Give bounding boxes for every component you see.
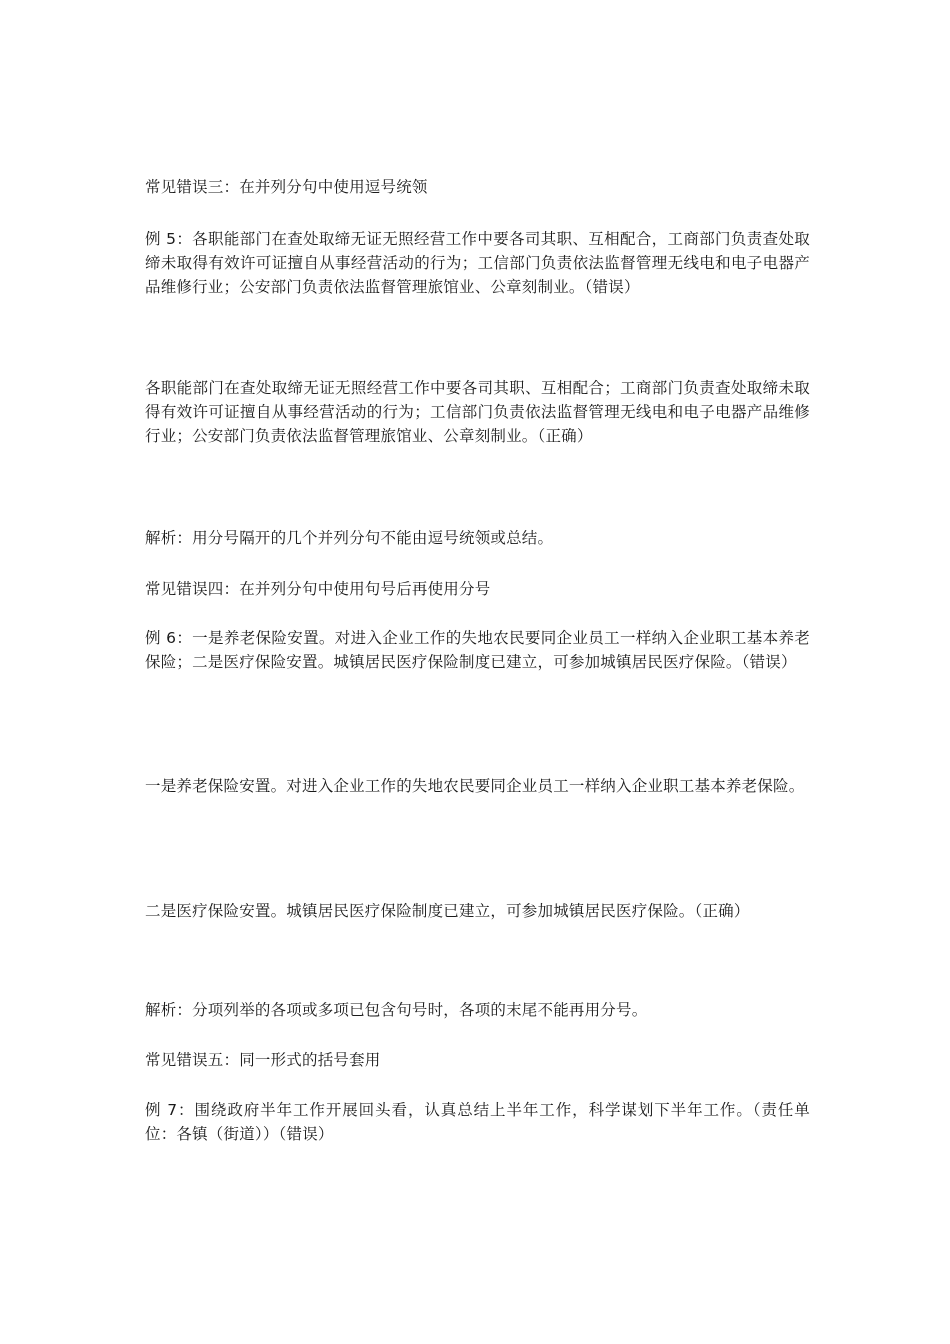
example-6-wrong: 例 6：一是养老保险安置。对进入企业工作的失地农民要同企业员工一样纳入企业职工基本养老保险；二是医疗保险安置。城镇居民医疗保险制度已建立，可参加城镇居民医疗保险。（错误）	[145, 629, 810, 671]
heading-error-3: 常见错误三：在并列分句中使用逗号统领	[145, 178, 428, 196]
example-5-wrong: 例 5：各职能部门在查处取缔无证无照经营工作中要各司其职、互相配合，工商部门负责查处取缔未取得有效许可证擅自从事经营活动的行为；工信部门负责依法监督管理无线电和电子电器产品维修行业；公安部门负责依法监督管理旅馆业、公章刻制业。（错误）	[145, 230, 810, 296]
example-7-wrong: 例 7：围绕政府半年工作开展回头看，认真总结上半年工作，科学谋划下半年工作。（责任单位：各镇（街道））（错误）	[145, 1101, 810, 1143]
example-6-correct-part-1: 一是养老保险安置。对进入企业工作的失地农民要同企业员工一样纳入企业职工基本养老保险。	[145, 777, 805, 795]
analysis-3: 解析：用分号隔开的几个并列分句不能由逗号统领或总结。	[145, 529, 554, 547]
heading-error-4: 常见错误四：在并列分句中使用句号后再使用分号	[145, 580, 491, 598]
heading-error-5: 常见错误五：同一形式的括号套用	[145, 1051, 381, 1069]
analysis-4: 解析：分项列举的各项或多项已包含句号时，各项的末尾不能再用分号。	[145, 1001, 648, 1019]
example-6-correct-part-2: 二是医疗保险安置。城镇居民医疗保险制度已建立，可参加城镇居民医疗保险。（正确）	[145, 902, 750, 920]
example-5-correct: 各职能部门在查处取缔无证无照经营工作中要各司其职、互相配合；工商部门负责查处取缔未取得有效许可证擅自从事经营活动的行为；工信部门负责依法监督管理无线电和电子电器产品维修行业；公安部门负责依法监督管理旅馆业、公章刻制业。（正确）	[145, 379, 810, 445]
